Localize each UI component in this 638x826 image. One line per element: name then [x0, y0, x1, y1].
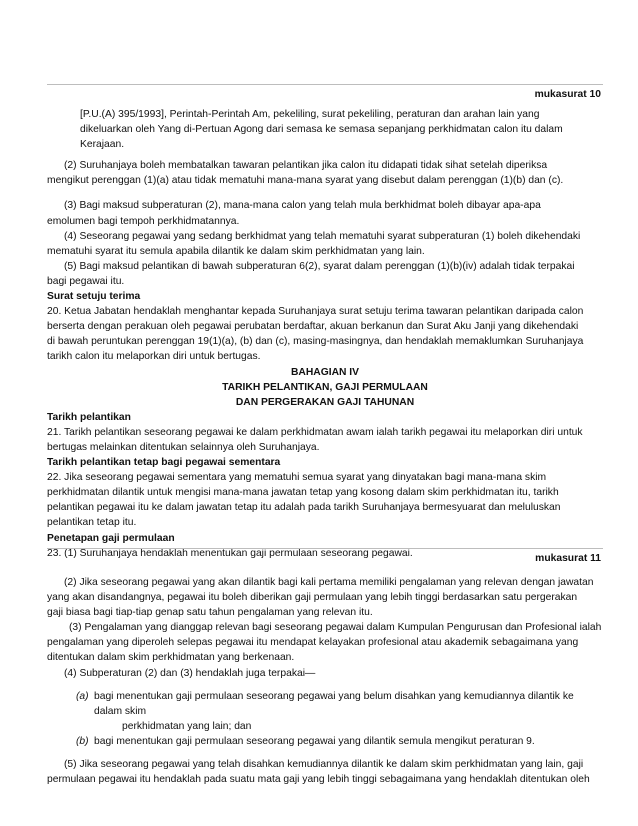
page-divider	[47, 84, 603, 85]
paragraph-line: ditentukan dalam skim perkhidmatan yang berkenaan.	[47, 652, 295, 664]
paragraph-line: pengalaman yang diperoleh selepas pegawai itu mendapat kelayakan profesional atau akademik sebagaimana yang	[47, 637, 579, 649]
part-heading: DAN PERGERAKAN GAJI TAHUNAN	[235, 396, 415, 408]
section-heading: Surat setuju terima	[47, 291, 141, 303]
paragraph-line: mengikut perenggan (1)(a) atau tidak mematuhi mana-mana syarat yang disebut dalam perenggan (1)(b) dan (c).	[47, 175, 564, 187]
paragraph-line: yang akan disandangnya, pegawai itu boleh diberikan gaji permulaan yang lebih tinggi berdasarkan satu pergerakan	[47, 592, 578, 604]
paragraph-line: (5) Jika seseorang pegawai yang telah disahkan kemudiannya dilantik ke dalam skim perkhidmatan yang lain, gaji	[64, 759, 584, 771]
paragraph-line: gaji biasa bagi tiap-tiap genap satu tahun pengalaman yang relevan itu.	[47, 607, 373, 619]
part-heading: BAHAGIAN IV	[290, 366, 360, 378]
text-line: Kerajaan.	[80, 139, 125, 151]
page-10-body	[47, 107, 603, 561]
part-heading: TARIKH PELANTIKAN, GAJI PERMULAAN	[222, 381, 428, 393]
paragraph-line: (4) Subperaturan (2) dan (3) hendaklah juga terpakai—	[64, 667, 316, 679]
paragraph-line: 20. Ketua Jabatan hendaklah menghantar kepada Suruhanjaya surat setuju terima tawaran pelantikan daripada calon	[47, 306, 584, 318]
list-item	[47, 734, 603, 749]
paragraph-line: bagi pegawai itu.	[47, 275, 125, 287]
paragraph-line: (3) Pengalaman yang dianggap relevan bagi seseorang pegawai dalam Kumpulan Pengurusan dan Profesional ialah	[69, 622, 602, 634]
paragraph-line: (5) Bagi maksud pelantikan di bawah subperaturan 6(2), syarat dalam perenggan (1)(b)(iv) adalah tidak terpakai	[64, 260, 575, 272]
page-label: mukasurat 10	[534, 89, 601, 100]
item-text: dalam skim	[94, 705, 147, 717]
page-label: mukasurat 11	[535, 553, 601, 564]
paragraph-line: di bawah peruntukan perenggan 19(1)(a), (b) dan (c), masing-masingnya, dan hendaklah memaklumkan Suruhanjaya	[47, 336, 584, 348]
paragraph-line: (2) Suruhanjaya boleh membatalkan tawaran pelantikan jika calon itu didapati tidak sihat setelah diperiksa	[64, 160, 548, 172]
item-text: bagi menentukan gaji permulaan seseorang pegawai yang dilantik semula mengikut peraturan 9.	[94, 735, 535, 747]
page-divider	[47, 548, 603, 549]
section-heading: Tarikh pelantikan tetap bagi pegawai sementara	[47, 457, 281, 469]
paragraph-line: 22. Jika seseorang pegawai sementara yang mematuhi semua syarat yang dinyatakan bagi mana-mana skim	[47, 472, 547, 484]
paragraph-line: emolumen bagi tempoh perkhidmatannya.	[47, 215, 240, 227]
section-heading: Penetapan gaji permulaan	[47, 532, 175, 544]
paragraph-line: berserta dengan perakuan oleh pegawai perubatan berdaftar, akuan berkanun dan Surat Aku Janji yang dikehendaki	[47, 321, 579, 333]
paragraph-line: 23. (1) Suruhanjaya hendaklah menentukan gaji permulaan seseorang pegawai.	[47, 547, 413, 559]
quote-block	[47, 107, 603, 152]
paragraph-line: 21. Tarikh pelantikan seseorang pegawai ke dalam perkhidmatan awam ialah tarikh pegawai itu melaporkan diri untuk	[47, 426, 583, 438]
text-line: dikeluarkan oleh Yang di-Pertuan Agong dari semasa ke semasa sepanjang perkhidmatan calon itu dalam	[80, 124, 563, 136]
paragraph-line: bertugas melainkan ditentukan selainnya oleh Suruhanjaya.	[47, 441, 320, 453]
paragraph-line: mematuhi syarat itu semula apabila dilantik ke dalam skim perkhidmatan yang lain.	[47, 245, 425, 257]
list-item	[47, 689, 603, 734]
paragraph-line: (4) Seseorang pegawai yang sedang berkhidmat yang telah mematuhi syarat subperaturan (1) boleh dikehendaki	[64, 230, 581, 242]
page-11-body	[47, 575, 603, 787]
paragraph-line: pelantikan tetap itu.	[47, 517, 137, 529]
item-marker: (b)	[76, 735, 89, 747]
paragraph-line: (3) Bagi maksud subperaturan (2), mana-mana calon yang telah mula berkhidmat boleh dibayar apa-apa	[64, 200, 541, 212]
item-text: perkhidmatan yang lain; dan	[122, 720, 252, 732]
paragraph-line: perkhidmatan dilantik untuk mengisi mana-mana jawatan tetap yang kosong dalam skim perkhidmatan itu, tarikh	[47, 487, 559, 499]
paragraph-line: pelantikan pegawai itu ke dalam jawatan tetap itu adalah pada tarikh Suruhanjaya bermesyuarat dan meluluskan	[47, 502, 561, 514]
text-line: [P.U.(A) 395/1993], Perintah-Perintah Am, pekeliling, surat pekeliling, peraturan dan arahan lain yang	[80, 109, 540, 120]
item-text: bagi menentukan gaji permulaan seseorang pegawai yang belum disahkan yang kemudiannya dilantik ke	[94, 690, 574, 702]
paragraph-line: (2) Jika seseorang pegawai yang akan dilantik bagi kali pertama memiliki pengalaman yang relevan dengan jawatan	[64, 577, 594, 588]
section-heading: Tarikh pelantikan	[47, 411, 131, 423]
item-marker: (a)	[76, 690, 89, 702]
paragraph-line: permulaan pegawai itu hendaklah pada suatu mata gaji yang lebih tinggi sebagaimana yang hendaklah ditentukan oleh	[47, 774, 590, 786]
paragraph-line: tarikh calon itu melaporkan diri untuk bertugas.	[47, 351, 261, 363]
